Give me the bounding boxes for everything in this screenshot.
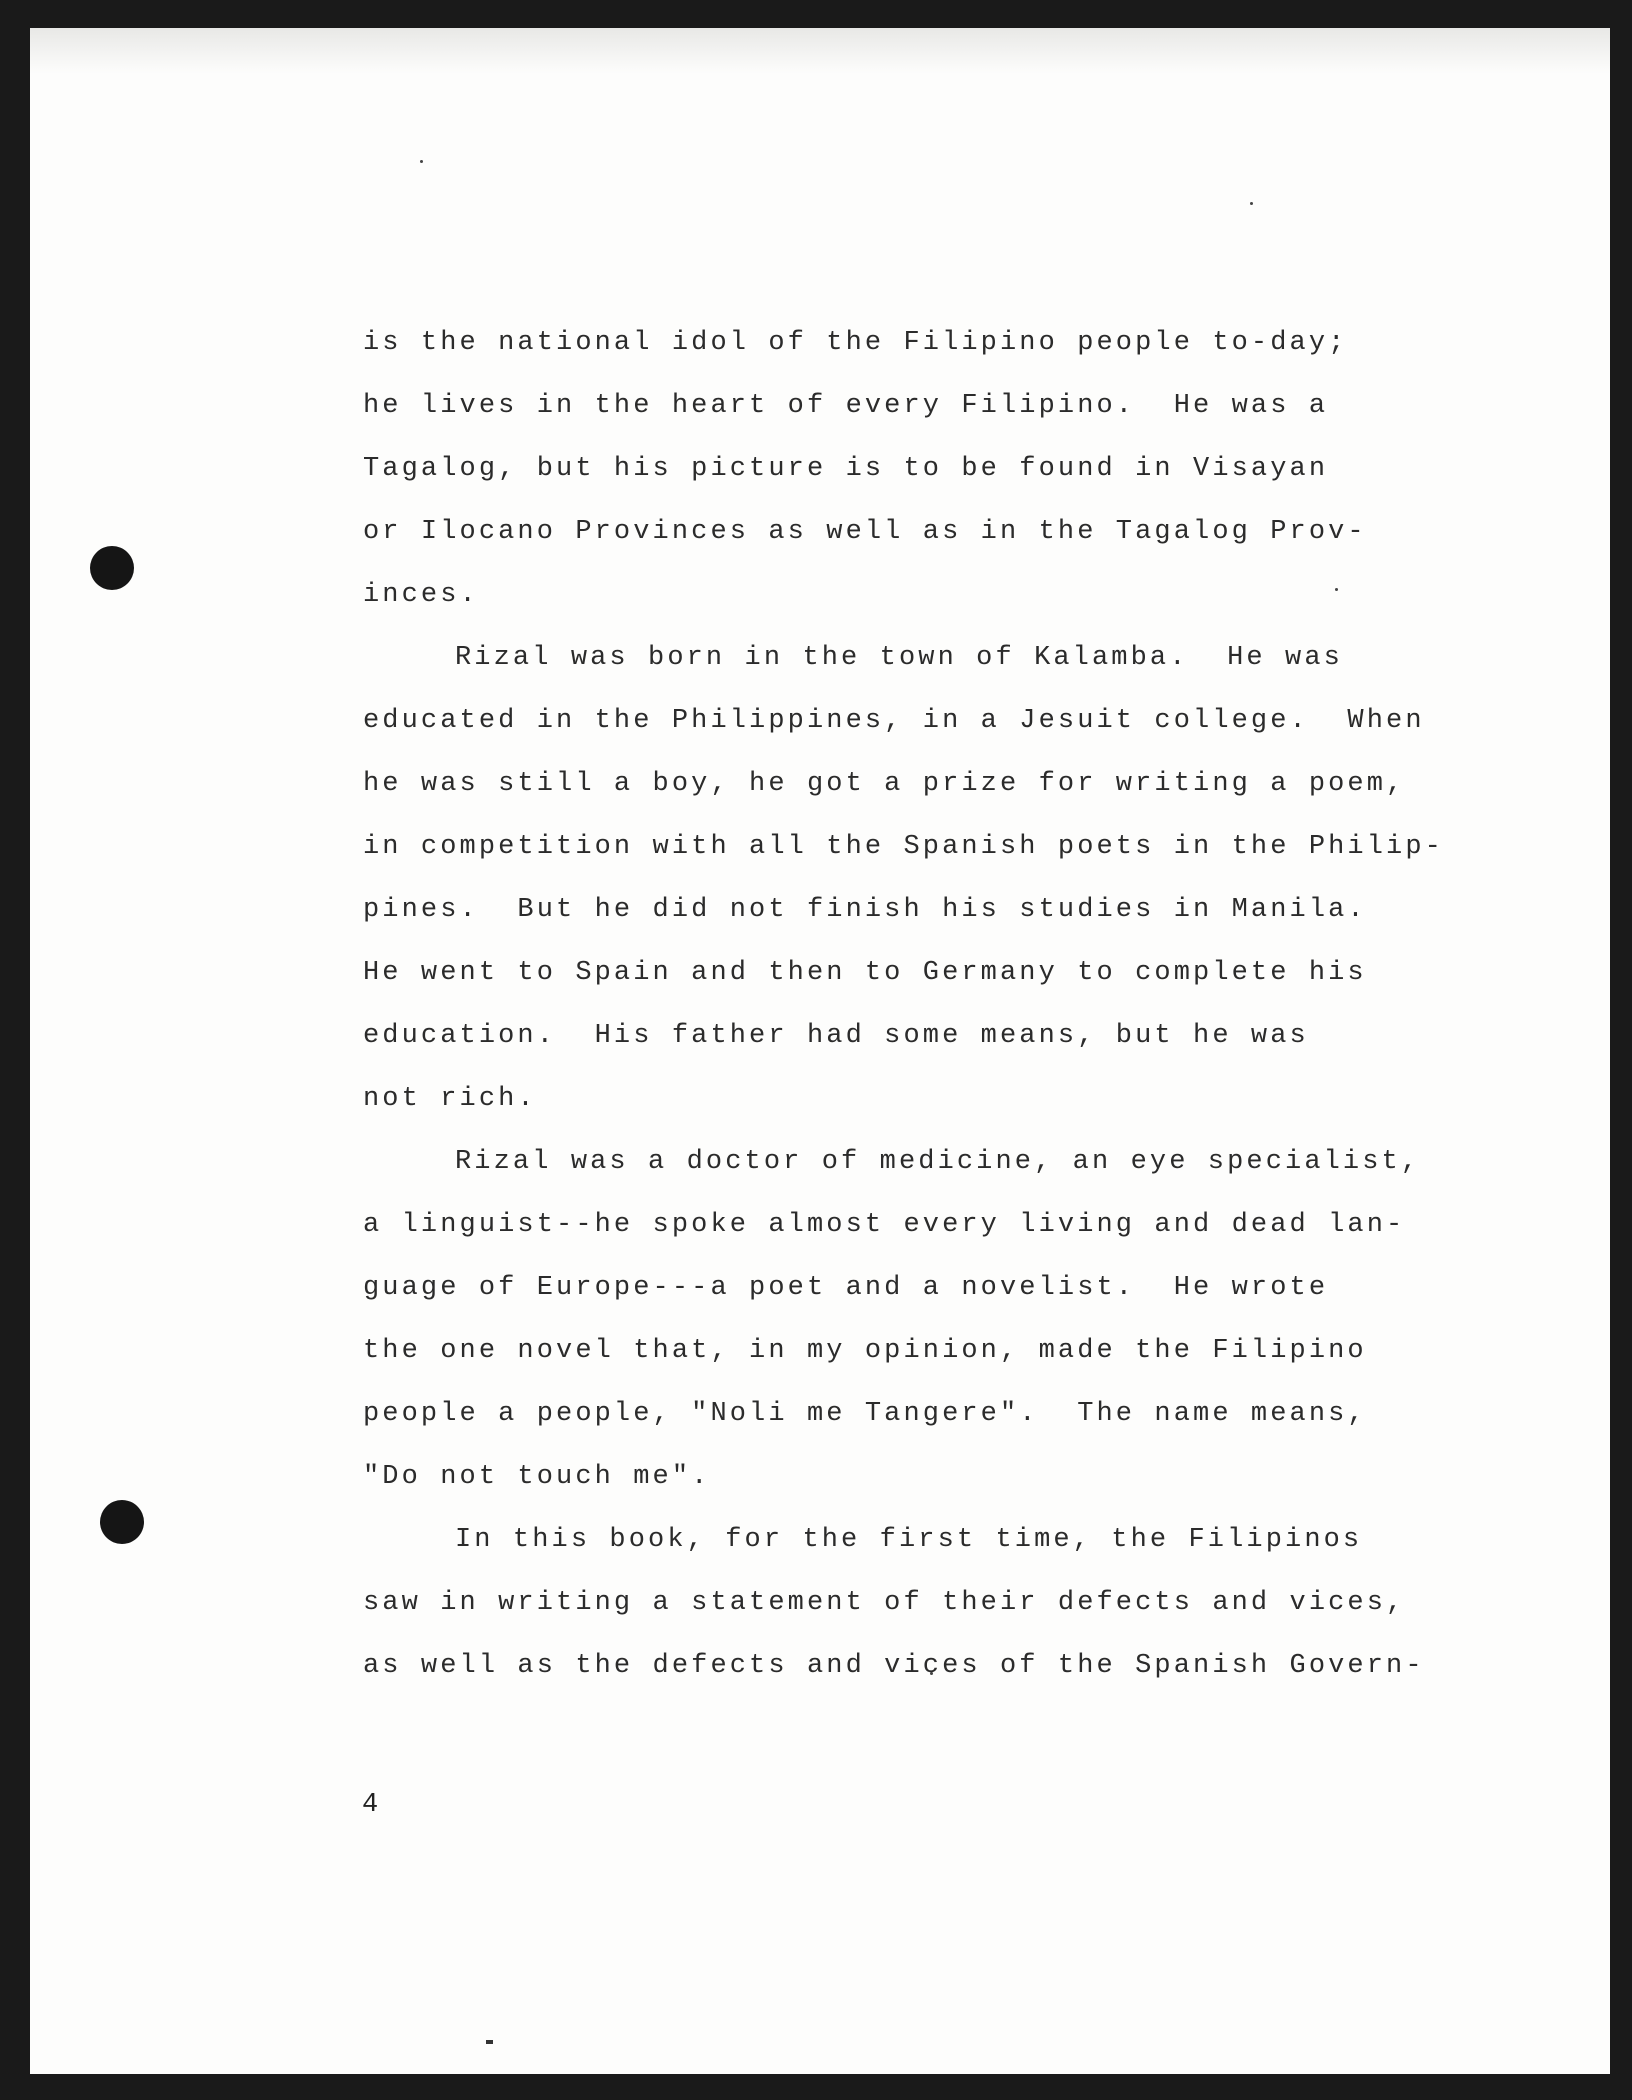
typewritten-body <box>363 312 1444 1698</box>
scan-border-left <box>0 0 30 2100</box>
scan-border-top <box>0 0 1632 28</box>
text-line: educated in the Philippines, in a Jesuit college. When <box>363 706 1425 736</box>
paper-top-shadow <box>30 28 1610 74</box>
text-line: "Do not touch me". <box>363 1462 711 1492</box>
paragraph-start-line: In this book, for the first time, the Filipinos <box>455 1525 1363 1555</box>
punch-hole-upper <box>90 546 134 590</box>
paragraph-start-line: Rizal was a doctor of medicine, an eye specialist, <box>455 1147 1421 1177</box>
paragraph-start-line: Rizal was born in the town of Kalamba. He was <box>455 643 1343 673</box>
page-number: 4 <box>362 1790 379 1820</box>
scan-border-right <box>1610 0 1632 2100</box>
text-line: not rich. <box>363 1084 537 1114</box>
text-line: inces. <box>363 580 479 610</box>
text-line: as well as the defects and vices of the Spanish Govern- <box>363 1651 1425 1681</box>
text-line: education. His father had some means, but he was <box>363 1021 1309 1051</box>
text-line: saw in writing a statement of their defects and vices, <box>363 1588 1406 1618</box>
text-line: a linguist--he spoke almost every living and dead lan- <box>363 1210 1406 1240</box>
scan-border-bottom <box>0 2074 1632 2100</box>
paper-mark <box>486 2040 493 2044</box>
text-line: pines. But he did not finish his studies in Manila. <box>363 895 1367 925</box>
text-line: the one novel that, in my opinion, made the Filipino <box>363 1336 1367 1366</box>
text-line: people a people, "Noli me Tangere". The name means, <box>363 1399 1367 1429</box>
text-line: in competition with all the Spanish poets in the Philip- <box>363 832 1444 862</box>
paper-speck <box>420 160 423 163</box>
text-line: He went to Spain and then to Germany to complete his <box>363 958 1367 988</box>
text-line: Tagalog, but his picture is to be found in Visayan <box>363 454 1329 484</box>
text-line: or Ilocano Provinces as well as in the Tagalog Prov- <box>363 517 1367 547</box>
text-line: he lives in the heart of every Filipino. He was a <box>363 391 1329 421</box>
text-line: guage of Europe---a poet and a novelist. He wrote <box>363 1273 1329 1303</box>
text-line: he was still a boy, he got a prize for writing a poem, <box>363 769 1406 799</box>
punch-hole-lower <box>100 1500 144 1544</box>
text-line: is the national idol of the Filipino people to-day; <box>363 328 1348 358</box>
paper-speck <box>1250 202 1253 205</box>
